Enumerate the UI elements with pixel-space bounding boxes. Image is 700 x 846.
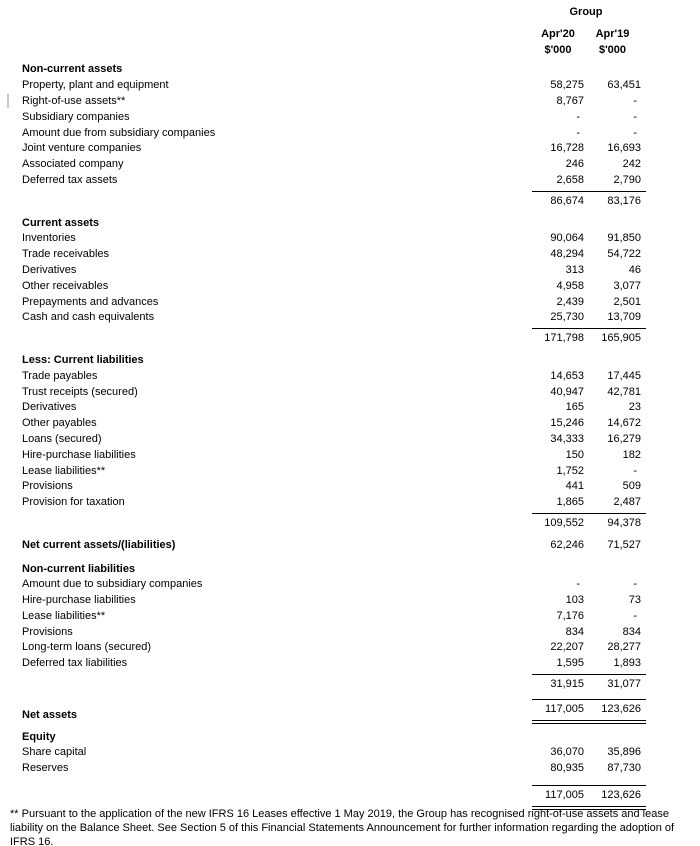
row-label: Property, plant and equipment bbox=[22, 79, 169, 92]
table-row bbox=[0, 625, 700, 641]
row-label: Provisions bbox=[22, 480, 73, 493]
table-row bbox=[0, 656, 700, 672]
table-row bbox=[0, 448, 700, 464]
value-apr20: 16,728 bbox=[550, 142, 584, 155]
value-apr19: - bbox=[633, 94, 637, 107]
value-apr19: - bbox=[633, 464, 637, 477]
table-row bbox=[0, 432, 700, 448]
table-row bbox=[0, 263, 700, 279]
value-apr20: 313 bbox=[565, 263, 584, 276]
net-current-assets-label: Net current assets/(liabilities) bbox=[22, 538, 176, 551]
value-apr19: 87,730 bbox=[607, 762, 641, 775]
table-row bbox=[0, 609, 700, 625]
subtotal-apr19: 31,077 bbox=[607, 678, 641, 691]
value-apr19: 71,527 bbox=[607, 538, 641, 551]
value-apr20: 25,730 bbox=[550, 311, 584, 324]
subtotal-apr19: 83,176 bbox=[607, 194, 641, 207]
value-apr20: 1,865 bbox=[556, 496, 584, 509]
period-apr20-header: Apr'20 bbox=[541, 27, 575, 40]
row-label: Inventories bbox=[22, 232, 76, 245]
value-apr20: 165 bbox=[565, 401, 584, 414]
value-apr20: 90,064 bbox=[550, 232, 584, 245]
row-label: Loans (secured) bbox=[22, 432, 102, 445]
section-heading-noncurrent-assets bbox=[0, 62, 700, 78]
value-apr20: 36,070 bbox=[550, 746, 584, 759]
section-heading-current-liabilities bbox=[0, 353, 700, 369]
value-apr20: 80,935 bbox=[550, 762, 584, 775]
value-apr19: 1,893 bbox=[613, 657, 641, 670]
value-apr20: 834 bbox=[565, 625, 584, 638]
table-row bbox=[0, 157, 700, 173]
footnote: ** Pursuant to the application of the new IFRS 16 Leases effective 1 May 2019, the Group has recognised right-of-use assets and lease liability on the Balance Sheet. See Section 5 of this Financial Statements Announcement for further information regarding the adoption of IFRS 16. bbox=[10, 808, 675, 846]
subtotal-apr20: 109,552 bbox=[544, 516, 584, 529]
value-apr20: 62,246 bbox=[550, 538, 584, 551]
net-assets-row bbox=[0, 699, 700, 724]
value-apr19: 73 bbox=[628, 594, 641, 607]
value-apr20: - bbox=[576, 110, 580, 123]
value-apr19: 54,722 bbox=[607, 248, 641, 261]
value-apr20: 2,439 bbox=[556, 295, 584, 308]
table-row bbox=[0, 640, 700, 656]
row-label: Right-of-use assets** bbox=[22, 94, 126, 107]
row-label: Lease liabilities** bbox=[22, 609, 106, 622]
value-apr20: - bbox=[576, 578, 580, 591]
net-assets-label: Net assets bbox=[22, 708, 78, 721]
subtotal-apr20: 86,674 bbox=[550, 194, 584, 207]
unit-apr20-header: $'000 bbox=[544, 43, 572, 56]
table-row bbox=[0, 126, 700, 142]
unit-header-row bbox=[0, 43, 700, 59]
value-apr19: 123,626 bbox=[601, 702, 641, 715]
table-row bbox=[0, 231, 700, 247]
value-apr19: 509 bbox=[622, 480, 641, 493]
value-apr19: 182 bbox=[622, 448, 641, 461]
section-heading-noncurrent-liabilities bbox=[0, 562, 700, 578]
value-apr20: - bbox=[576, 126, 580, 139]
period-header-row bbox=[0, 27, 700, 43]
value-apr20: 58,275 bbox=[550, 79, 584, 92]
value-apr20: 1,595 bbox=[556, 657, 584, 670]
value-apr20: 1,752 bbox=[556, 464, 584, 477]
value-apr20: 15,246 bbox=[550, 417, 584, 430]
section-heading-label: Current assets bbox=[22, 216, 100, 229]
value-apr19: 2,501 bbox=[613, 295, 641, 308]
section-heading-label: Non-current assets bbox=[22, 63, 123, 76]
value-apr20: 48,294 bbox=[550, 248, 584, 261]
row-label: Provisions bbox=[22, 625, 73, 638]
row-label: Prepayments and advances bbox=[22, 295, 159, 308]
value-apr20: 8,767 bbox=[556, 94, 584, 107]
value-apr20: 34,333 bbox=[550, 432, 584, 445]
row-label: Derivatives bbox=[22, 401, 77, 414]
value-apr19: 242 bbox=[622, 158, 641, 171]
row-label: Other payables bbox=[22, 417, 97, 430]
value-apr19: 35,896 bbox=[607, 746, 641, 759]
value-apr20: 246 bbox=[565, 158, 584, 171]
value-apr19: - bbox=[633, 578, 637, 591]
subtotal-row-noncurrent-assets bbox=[0, 191, 700, 210]
value-apr19: 42,781 bbox=[607, 385, 641, 398]
row-label: Cash and cash equivalents bbox=[22, 311, 155, 324]
subtotal-apr19: 94,378 bbox=[607, 516, 641, 529]
value-apr19: 834 bbox=[622, 625, 641, 638]
value-apr20: 2,658 bbox=[556, 173, 584, 186]
value-apr19: - bbox=[633, 609, 637, 622]
subtotal-apr20: 171,798 bbox=[544, 332, 584, 345]
table-row bbox=[0, 141, 700, 157]
row-label: Lease liabilities** bbox=[22, 464, 106, 477]
table-row bbox=[0, 761, 700, 777]
table-row bbox=[0, 593, 700, 609]
row-label: Deferred tax assets bbox=[22, 173, 118, 186]
value-apr20: 117,005 bbox=[545, 702, 584, 715]
value-apr20: 150 bbox=[565, 448, 584, 461]
section-heading-label: Equity bbox=[22, 730, 56, 743]
subtotal-row-current-liabilities bbox=[0, 513, 700, 532]
table-row bbox=[0, 94, 700, 110]
row-label: Deferred tax liabilities bbox=[22, 657, 128, 670]
period-apr19-header: Apr'19 bbox=[595, 27, 630, 40]
value-apr20: 103 bbox=[565, 594, 584, 607]
value-apr19: 17,445 bbox=[607, 369, 641, 382]
table-row bbox=[0, 400, 700, 416]
table-row bbox=[0, 416, 700, 432]
row-label: Amount due to subsidiary companies bbox=[22, 578, 203, 591]
row-label: Share capital bbox=[22, 746, 87, 759]
row-label: Long-term loans (secured) bbox=[22, 641, 152, 654]
subtotal-row-current-assets bbox=[0, 328, 700, 347]
value-apr19: 16,693 bbox=[607, 142, 641, 155]
value-apr19: - bbox=[633, 110, 637, 123]
row-label: Reserves bbox=[22, 762, 69, 775]
table-row bbox=[0, 577, 700, 593]
net-current-assets-row bbox=[0, 538, 700, 554]
section-heading-label: Non-current liabilities bbox=[22, 562, 136, 575]
value-apr19: 91,850 bbox=[607, 232, 641, 245]
table-row bbox=[0, 479, 700, 495]
row-label: Other receivables bbox=[22, 279, 109, 292]
subtotal-apr20: 31,915 bbox=[550, 678, 584, 691]
table-row bbox=[0, 495, 700, 511]
table-row bbox=[0, 78, 700, 94]
row-label: Trade receivables bbox=[22, 248, 110, 261]
total-apr19: 123,626 bbox=[601, 789, 641, 802]
table-row bbox=[0, 745, 700, 761]
section-heading-current-assets bbox=[0, 216, 700, 232]
table-row bbox=[0, 369, 700, 385]
value-apr20: 4,958 bbox=[556, 279, 584, 292]
value-apr19: - bbox=[633, 126, 637, 139]
value-apr19: 16,279 bbox=[607, 432, 641, 445]
row-label: Associated company bbox=[22, 158, 124, 171]
value-apr19: 28,277 bbox=[607, 641, 641, 654]
row-label: Derivatives bbox=[22, 263, 77, 276]
row-label: Joint venture companies bbox=[22, 142, 142, 155]
value-apr19: 14,672 bbox=[607, 417, 641, 430]
table-row bbox=[0, 295, 700, 311]
table-row bbox=[0, 247, 700, 263]
table-row bbox=[0, 310, 700, 326]
subtotal-apr19: 165,905 bbox=[601, 332, 641, 345]
row-label: Provision for taxation bbox=[22, 496, 125, 509]
group-column-header: Group bbox=[569, 6, 603, 18]
table-row bbox=[0, 464, 700, 480]
subtotal-row-noncurrent-liabilities bbox=[0, 674, 700, 693]
value-apr19: 3,077 bbox=[613, 279, 641, 292]
table-row bbox=[0, 110, 700, 126]
total-apr20: 117,005 bbox=[545, 789, 584, 802]
table-row bbox=[0, 279, 700, 295]
row-label: Hire-purchase liabilities bbox=[22, 448, 136, 461]
row-label: Trust receipts (secured) bbox=[22, 385, 138, 398]
section-heading-label: Less: Current liabilities bbox=[22, 353, 144, 366]
value-apr20: 14,653 bbox=[550, 369, 584, 382]
value-apr20: 40,947 bbox=[550, 385, 584, 398]
row-label: Hire-purchase liabilities bbox=[22, 594, 136, 607]
row-label: Trade payables bbox=[22, 369, 98, 382]
table-row bbox=[0, 385, 700, 401]
value-apr19: 63,451 bbox=[607, 79, 641, 92]
table-row bbox=[0, 173, 700, 189]
value-apr19: 23 bbox=[628, 401, 641, 414]
row-label: Subsidiary companies bbox=[22, 110, 130, 123]
value-apr19: 2,790 bbox=[613, 173, 641, 186]
value-apr19: 2,487 bbox=[613, 496, 641, 509]
value-apr20: 441 bbox=[565, 480, 584, 493]
unit-apr19-header: $'000 bbox=[598, 43, 627, 56]
change-bar bbox=[7, 94, 9, 108]
group-header-row bbox=[0, 5, 700, 21]
value-apr19: 46 bbox=[628, 263, 641, 276]
section-heading-equity bbox=[0, 730, 700, 746]
value-apr19: 13,709 bbox=[607, 311, 641, 324]
value-apr20: 7,176 bbox=[556, 609, 584, 622]
value-apr20: 22,207 bbox=[550, 641, 584, 654]
row-label: Amount due from subsidiary companies bbox=[22, 126, 216, 139]
